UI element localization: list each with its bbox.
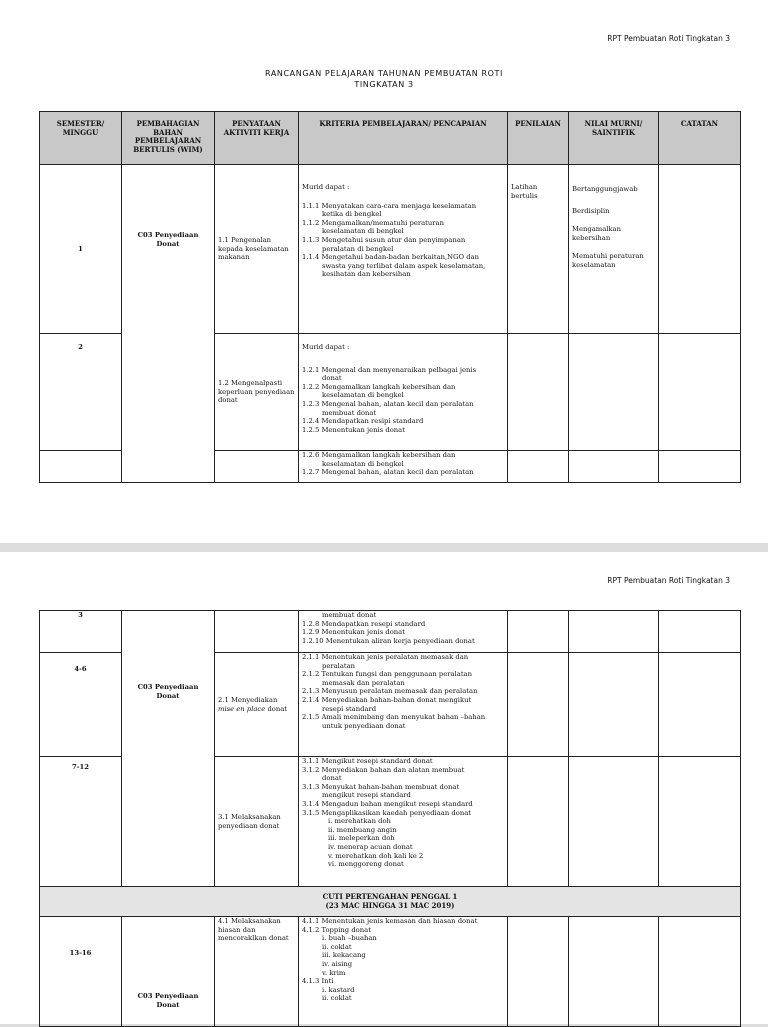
criteria-line: 2.1.5 Amali menimbang dan menyukat bahan –bahan: [302, 713, 486, 722]
week-cell: 3: [40, 611, 122, 653]
criteria-cell: [299, 334, 508, 451]
criteria-line: 4.1.1 Menentukan jenis kemasan dan hiasan donat: [302, 917, 478, 925]
criteria-line: mengikut resepi standard: [322, 791, 411, 800]
nilai-cell: [569, 653, 659, 757]
nilai-cell: [569, 757, 659, 887]
week-cell: 2: [40, 334, 122, 451]
criteria-line: keselamatan di bengkel: [322, 227, 404, 236]
col-header-catatan: CATATAN: [659, 112, 741, 165]
activity-text: 2.1 Menyediakan: [218, 695, 278, 704]
criteria-line: 1.1.1 Menyatakan cara-cara menjaga keselamatan: [302, 201, 477, 210]
criteria-line: ketika di bengkel: [322, 210, 382, 219]
criteria-line: 1.2.1 Mengenal dan menyenaraikan pelbagai jenis: [302, 365, 477, 374]
nilai-item: Berdisiplin: [572, 206, 610, 215]
criteria-line: membuat donat: [322, 611, 377, 619]
holiday-dates: (23 MAC HINGGA 31 MAC 2019): [325, 900, 455, 910]
activity-cell: 1.2 Mengenalpasti keperluan penyediaan donat: [215, 334, 299, 451]
criteria-line: keselamatan di bengkel: [322, 391, 404, 400]
criteria-line: iv. aising: [322, 959, 353, 968]
page-2: [0, 552, 768, 1024]
activity-italic: mise en place: [218, 704, 266, 713]
criteria-line: 1.1.4 Mengetahui badan-badan berkaitan,NGO dan: [302, 253, 480, 262]
table-row-week-3: [40, 611, 741, 653]
wim-cell: C03 Penyediaan Donat: [122, 917, 215, 1027]
criteria-line: 3.1.5 Mengaplikasikan kaedah penyediaan donat: [302, 808, 471, 817]
week-cell: 4-6: [40, 653, 122, 757]
criteria-line: 1.2.7 Mengenal bahan, alatan kecil dan peralatan: [302, 468, 474, 477]
col-header-aktiviti: PENYATAAN AKTIVITI KERJA: [215, 112, 299, 165]
penilaian-cell: [508, 334, 569, 451]
week-cell: 7-12: [40, 757, 122, 887]
criteria-line: 4.1.3 Inti: [302, 977, 334, 986]
nilai-item: Mengamalkan kebersihan: [572, 225, 621, 242]
catatan-cell: [659, 334, 741, 451]
criteria-line: membuat donat: [322, 408, 377, 417]
week-cell: 13-16: [40, 917, 122, 1027]
criteria-line: ii. membuang angin: [328, 825, 397, 834]
nilai-item: Mematuhi peraturan keselamatan: [572, 252, 644, 269]
page-header: RPT Pembuatan Roti Tingkatan 3: [607, 576, 730, 585]
week-cell: 1: [40, 165, 122, 334]
nilai-item: Bertanggungjawab: [572, 185, 638, 193]
criteria-line: peralatan di bengkel: [322, 244, 394, 253]
criteria-line: peralatan: [322, 661, 356, 670]
criteria-line: 1.1.2 Mengamalkan/mematuhi peraturan: [302, 218, 444, 227]
nilai-cell: [569, 334, 659, 451]
title-line-1: RANCANGAN PELAJARAN TAHUNAN PEMBUATAN ROTI: [265, 69, 503, 78]
penilaian-cell: Latihan bertulis: [508, 165, 569, 334]
criteria-line: 1.2.5 Menentukan jenis donat: [302, 425, 405, 434]
penilaian-cell: [508, 917, 569, 1027]
holiday-banner: [40, 887, 741, 917]
criteria-line: 2.1.4 Menyediakan bahan-bahan donat mengikut: [302, 695, 472, 704]
col-header-semester: SEMESTER/ MINGGU: [40, 112, 122, 165]
activity-cell: [215, 451, 299, 483]
activity-cell: [215, 653, 299, 757]
penilaian-cell: [508, 611, 569, 653]
criteria-line: iii. kekacang: [322, 951, 366, 960]
activity-cell: 3.1 Melaksanakan penyediaan donat: [215, 757, 299, 887]
criteria-line: 1.2.10 Menentukan aliran kerja penyediaan donat: [302, 636, 475, 645]
table-row-week-1: [40, 165, 741, 334]
criteria-line: v. krim: [322, 968, 346, 977]
murid-dapat-label: Murid dapat :: [302, 343, 350, 351]
criteria-line: untuk penyediaan donat: [322, 721, 406, 730]
criteria-line: 2.1.2 Tentukan fungsi dan penggunaan peralatan: [302, 670, 472, 679]
col-header-penilaian: PENILAIAN: [508, 112, 569, 165]
criteria-line: 3.1.4 Mengadun bahan mengikut resepi standard: [302, 799, 473, 808]
criteria-cell: [299, 917, 508, 1027]
criteria-line: 1.2.2 Mengamalkan langkah kebersihan dan: [302, 382, 456, 391]
criteria-line: 2.1.1 Menentukan jenis peralatan memasak dan: [302, 653, 469, 661]
criteria-line: keselamatan di bengkel: [322, 459, 404, 468]
criteria-line: 2.1.3 Menyusun peralatan memasak dan peralatan: [302, 687, 478, 696]
wim-cell: C03 Penyediaan Donat: [122, 165, 215, 483]
title-line-2: TINGKATAN 3: [354, 80, 414, 89]
catatan-cell: [659, 757, 741, 887]
page-header: RPT Pembuatan Roti Tingkatan 3: [607, 34, 730, 43]
murid-dapat-label: Murid dapat :: [302, 183, 350, 191]
criteria-line: 3.1.2 Menyediakan bahan dan alatan membuat: [302, 765, 465, 774]
criteria-line: donat: [322, 374, 342, 383]
col-header-nilai: NILAI MURNI/ SAINTIFIK: [569, 112, 659, 165]
nilai-cell: [569, 451, 659, 483]
nilai-cell: [569, 917, 659, 1027]
criteria-line: donat: [322, 774, 342, 783]
criteria-line: resepi standard: [322, 704, 377, 713]
col-header-kriteria: KRITERIA PEMBELAJARAN/ PENCAPAIAN: [299, 112, 508, 165]
catatan-cell: [659, 611, 741, 653]
criteria-line: 1.2.9 Menentukan jenis donat: [302, 628, 405, 637]
criteria-line: 1.2.4 Mendapatkan resipi standard: [302, 417, 424, 426]
nilai-cell: [569, 611, 659, 653]
criteria-line: 3.1.1 Mengikut resepi standard donat: [302, 757, 433, 765]
criteria-line: ii. coklat: [322, 994, 352, 1003]
holiday-title: CUTI PERTENGAHAN PENGGAL 1: [322, 892, 458, 901]
nilai-cell: [569, 165, 659, 334]
criteria-cell: [299, 653, 508, 757]
activity-text: donat: [267, 704, 288, 713]
penilaian-cell: [508, 451, 569, 483]
criteria-cell: [299, 757, 508, 887]
criteria-line: vi. menggoreng donat: [328, 860, 404, 869]
criteria-line: 1.1.3 Mengetahui susun atur dan penyimpanan: [302, 235, 466, 244]
col-header-wim: PEMBAHAGIAN BAHAN PEMBELAJARAN BERTULIS (WIM): [122, 112, 215, 165]
criteria-line: 1.2.8 Mendapatkan resepi standard: [302, 619, 426, 628]
criteria-line: kesihatan dan kebersihan: [322, 270, 411, 279]
criteria-line: 3.1.3 Menyukat bahan-bahan membuat donat: [302, 782, 460, 791]
criteria-line: 1.2.6 Mengamalkan langkah kebersihan dan: [302, 451, 456, 459]
activity-cell: [215, 611, 299, 653]
wim-cell: C03 Penyediaan Donat: [122, 611, 215, 887]
holiday-row: [40, 887, 741, 917]
week-cell: [40, 451, 122, 483]
catatan-cell: [659, 451, 741, 483]
criteria-line: i. buah –buahan: [322, 934, 377, 943]
criteria-line: 1.2.3 Mengenal bahan, alatan kecil dan peralatan: [302, 399, 474, 408]
activity-cell: 4.1 Melaksanakan hiasan dan mencoraklkan donat: [215, 917, 299, 1027]
criteria-line: swasta yang terlibat dalam aspek keselamatan,: [322, 261, 486, 270]
criteria-cell: [299, 165, 508, 334]
catatan-cell: [659, 917, 741, 1027]
penilaian-cell: [508, 653, 569, 757]
criteria-line: v. merehatkan doh kali ke 2: [328, 851, 424, 860]
catatan-cell: [659, 653, 741, 757]
rpt-table-page1: [39, 111, 741, 483]
table-row-week-13-16: [40, 917, 741, 1027]
table-header-row: [40, 112, 741, 165]
document-title: [0, 68, 768, 90]
catatan-cell: [659, 165, 741, 334]
criteria-line: 4.1.2 Topping donat: [302, 925, 371, 934]
criteria-line: i. merehatkan doh: [328, 817, 391, 826]
rpt-table-page2: [39, 610, 741, 1027]
criteria-line: iv. menerap acuan donat: [328, 842, 413, 851]
criteria-line: i. kastard: [322, 985, 355, 994]
criteria-line: memasak dan peralatan: [322, 678, 405, 687]
activity-cell: 1.1 Pengenalan kepada keselamatan makanan: [215, 165, 299, 334]
criteria-line: ii. coklat: [322, 942, 352, 951]
criteria-cell: [299, 451, 508, 483]
criteria-line: iii. meleperkan doh: [328, 834, 395, 843]
penilaian-cell: [508, 757, 569, 887]
criteria-cell: [299, 611, 508, 653]
